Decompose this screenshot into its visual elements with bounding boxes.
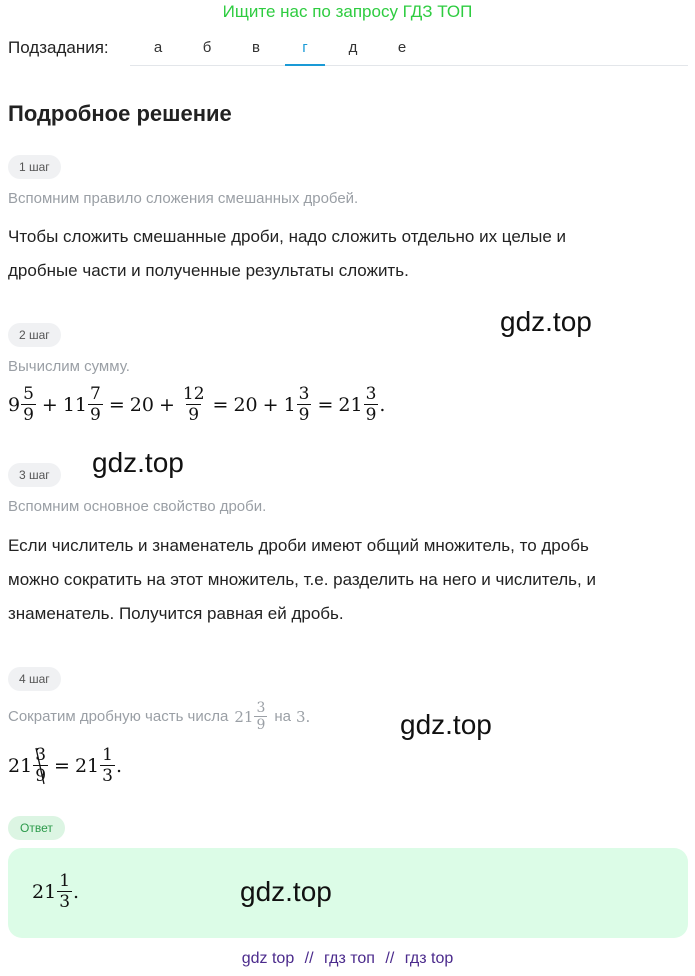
- math-period: .: [115, 754, 122, 777]
- math-fraction: $\frac{1}{3}$: [59, 871, 71, 912]
- hint-fraction: $\frac{3}{9}$: [256, 700, 266, 733]
- math-operator: +: [158, 393, 175, 416]
- math-fraction: $\frac{1}{3}$: [102, 745, 113, 786]
- step-3-text: [8, 529, 668, 631]
- footer-link[interactable]: гдз top: [404, 950, 454, 967]
- math-number: 20: [129, 393, 154, 416]
- answer-box: [8, 848, 688, 938]
- math-fraction: $\frac{3}{9}$: [365, 384, 377, 425]
- step-3-hint: Вспомним основное свойство дроби.: [8, 498, 267, 515]
- step-2-equation: [8, 384, 385, 425]
- step-4-hint-text: Сократим дробную часть числа: [8, 708, 229, 725]
- search-banner: Ищите нас по запросу ГДЗ ТОП: [222, 2, 473, 21]
- math-fraction: $\frac{12}{9}$: [182, 384, 205, 425]
- math-whole: 9: [8, 393, 21, 416]
- math-whole: 21: [32, 880, 57, 903]
- answer-badge: Ответ: [8, 816, 65, 840]
- subtasks-tabs: [130, 36, 688, 66]
- footer-separator: //: [385, 950, 395, 967]
- tab-b[interactable]: б: [202, 39, 212, 56]
- math-operator: +: [262, 393, 279, 416]
- tab-d[interactable]: д: [348, 39, 358, 56]
- step-2-hint: Вычислим сумму.: [8, 358, 130, 375]
- math-whole: 1: [283, 393, 296, 416]
- step-1-line-1: Чтобы сложить смешанные дроби, надо сложить отдельно их целые и: [8, 227, 567, 246]
- math-operator: =: [108, 393, 125, 416]
- hint-whole: 21: [234, 707, 254, 726]
- step-1-badge: 1 шаг: [8, 155, 61, 179]
- tab-a[interactable]: а: [153, 39, 163, 56]
- math-operator: =: [212, 393, 229, 416]
- footer-link[interactable]: gdz top: [241, 950, 295, 967]
- step-3-badge: 3 шаг: [8, 463, 61, 487]
- step-4-equation: [8, 745, 122, 786]
- step-4-hint: [8, 700, 310, 733]
- math-whole: 21: [8, 754, 33, 777]
- page-title: Подробное решение: [8, 101, 232, 126]
- tab-e[interactable]: е: [397, 39, 407, 56]
- step-1-line-2: дробные части и полученные результаты сложить.: [8, 261, 409, 280]
- math-period: .: [73, 880, 80, 903]
- math-whole: 21: [74, 754, 100, 777]
- math-operator: =: [54, 754, 70, 777]
- step-1-hint: Вспомним правило сложения смешанных дробей.: [8, 190, 359, 207]
- math-operator: +: [41, 393, 58, 416]
- math-fraction: $\frac{5}{9}$: [23, 384, 34, 425]
- math-operator: =: [317, 393, 334, 416]
- math-period: .: [379, 393, 386, 416]
- step-1-text: [8, 220, 668, 288]
- hint-value: 3.: [296, 707, 311, 726]
- tab-v[interactable]: в: [252, 39, 260, 56]
- math-fraction-cancelled: $\frac{3}{9}$: [35, 745, 47, 786]
- math-whole: 21: [338, 393, 363, 416]
- math-fraction: $\frac{3}{9}$: [298, 384, 310, 425]
- step-3-line-1: Если числитель и знаменатель дроби имеют общий множитель, то дробь: [8, 536, 589, 555]
- hint-word: на: [274, 708, 292, 725]
- step-3-line-3: знаменатель. Получится равная ей дробь.: [8, 604, 344, 623]
- answer-equation: [32, 871, 79, 912]
- cancel-stroke-icon: [33, 747, 47, 785]
- tab-g[interactable]: г: [285, 36, 325, 66]
- watermark: gdz.top: [400, 709, 492, 740]
- watermark: gdz.top: [500, 306, 592, 337]
- math-fraction: $\frac{7}{9}$: [90, 384, 101, 425]
- subtasks-bar: [8, 36, 688, 68]
- watermark: gdz.top: [240, 876, 332, 907]
- subtasks-label: Подзадания:: [8, 38, 109, 57]
- step-4-badge: 4 шаг: [8, 667, 61, 691]
- footer-link[interactable]: гдз топ: [324, 950, 375, 967]
- math-whole: 11: [62, 393, 88, 416]
- footer-links: [0, 950, 695, 968]
- math-number: 20: [233, 393, 258, 416]
- footer-separator: //: [304, 950, 314, 967]
- step-3-line-2: можно сократить на этот множитель, т.е. разделить на него и числитель, и: [8, 570, 596, 589]
- watermark: gdz.top: [92, 447, 184, 478]
- step-2-badge: 2 шаг: [8, 323, 61, 347]
